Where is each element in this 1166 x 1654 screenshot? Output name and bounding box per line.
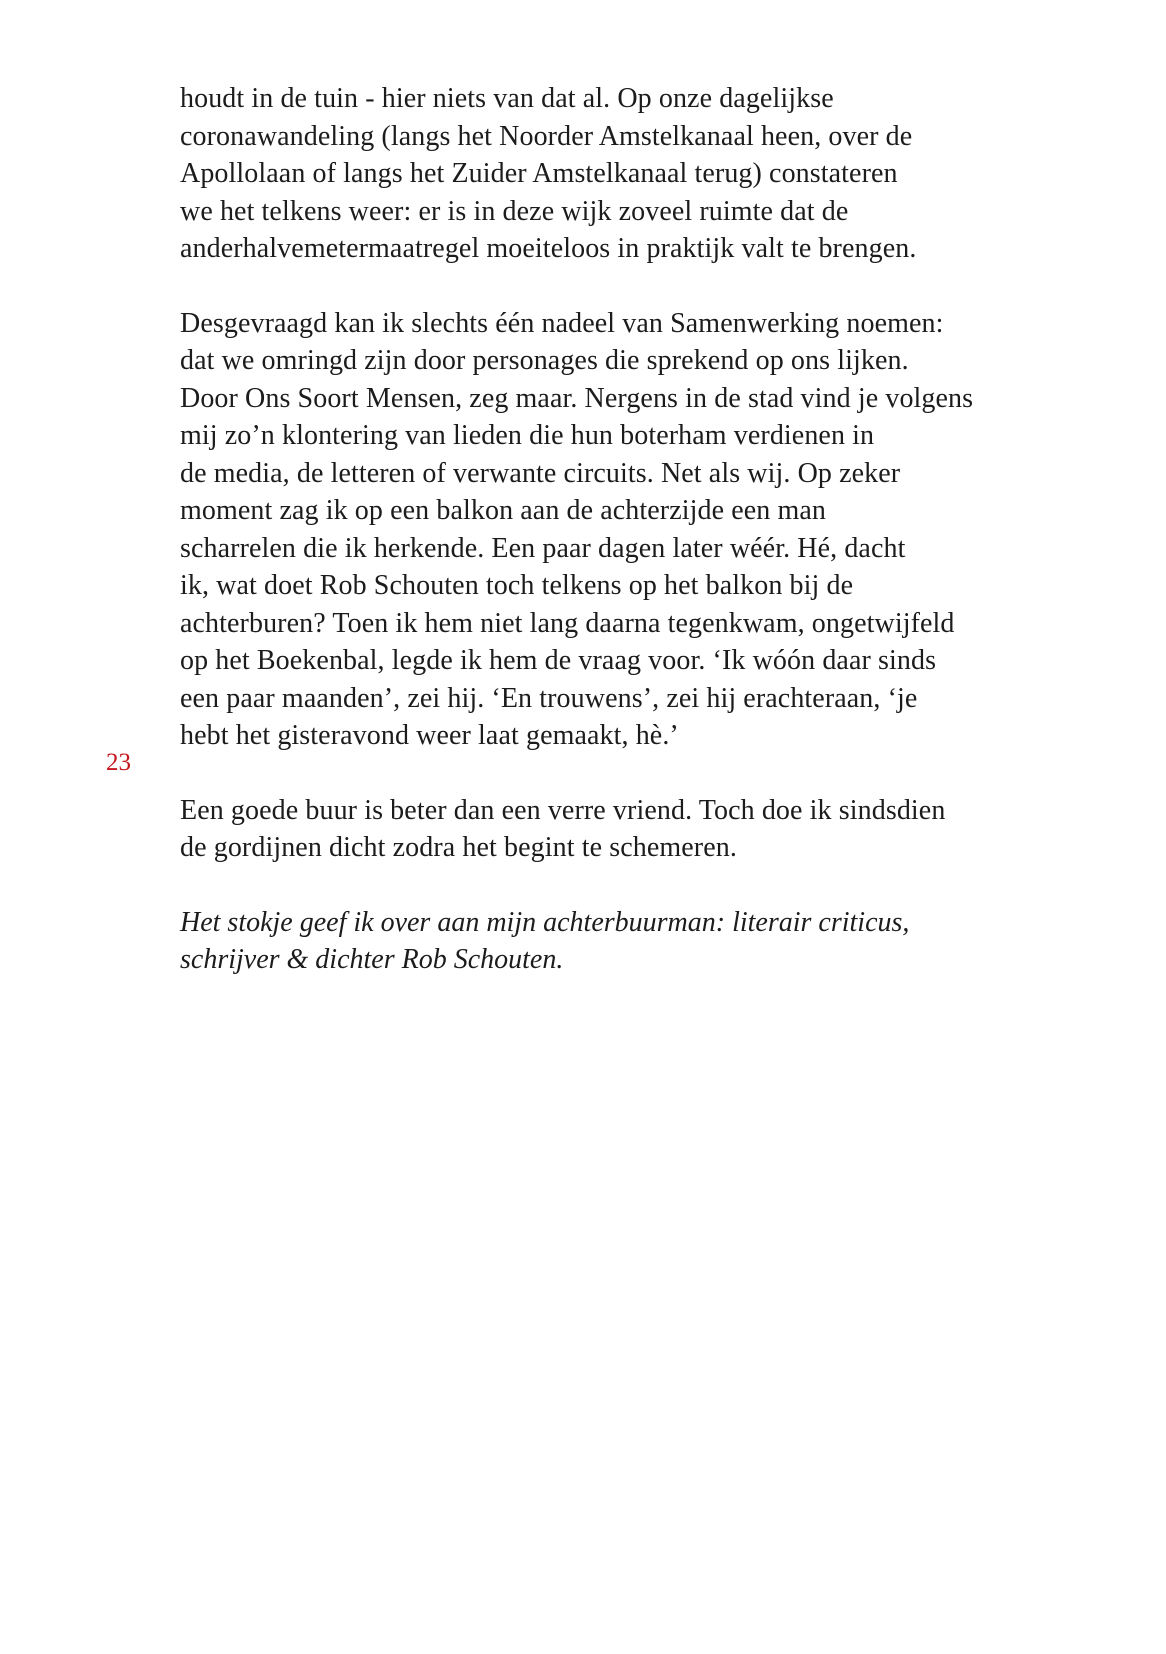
- paragraph-2: Desgevraagd kan ik slechts één nadeel van Samenwerking noemen: dat we omringd zijn door personages die sprekend op ons lijken. Door Ons Soort Mensen, zeg maar. Nergens in de stad vind je volgens mij zo’n klontering van lieden die hun boterham verdienen in de media, de letteren of verwante circuits. Net als wij. Op zeker moment zag ik op een balkon aan de achterzijde een man scharrelen die ik herkende. Een paar dagen later wéér. Hé, dacht ik, wat doet Rob Schouten toch telkens op het balkon bij de achterburen? Toen ik hem niet lang daarna tegenkwam, ongetwijfeld op het Boekenbal, legde ik hem de vraag voor. ‘Ik wóón daar sinds een paar maanden’, zei hij. ‘En trouwens’, zei hij erachteraan, ‘je hebt het gisteravond weer laat gemaakt, hè.’: [180, 307, 974, 751]
- paragraph-1: houdt in de tuin - hier niets van dat al. Op onze dagelijkse coronawandeling (langs het Noorder Amstelkanaal heen, over de Apollolaan of langs het Zuider Amstelkanaal terug) constateren we het telkens weer: er is in deze wijk zoveel ruimte dat de anderhalvemetermaatregel moeiteloos in praktijk valt te brengen.: [180, 83, 917, 264]
- body-text: [180, 80, 1060, 979]
- paragraph-3: Een goede buur is beter dan een verre vriend. Toch doe ik sindsdien de gordijnen dicht zodra het begint te schemeren.: [180, 794, 946, 863]
- closing-note: Het stokje geef ik over aan mijn achterbuurman: literair criticus, schrijver & dichter Rob Schouten.: [180, 906, 910, 975]
- page-number: 23: [106, 749, 131, 776]
